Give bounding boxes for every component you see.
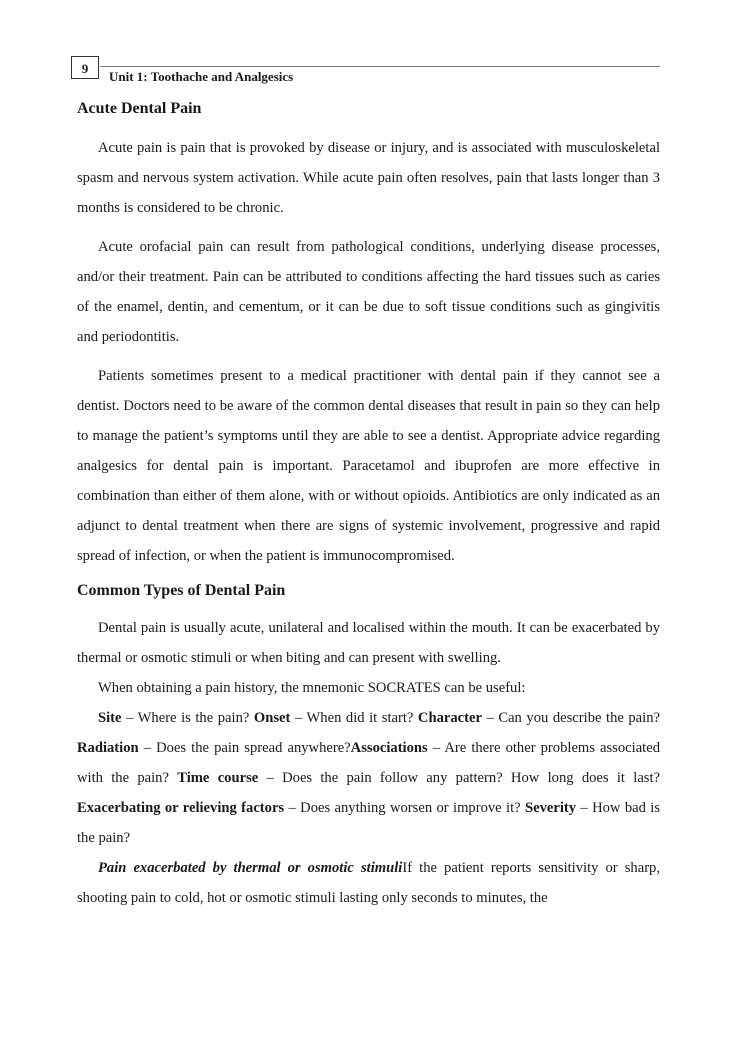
term-severity: Severity (524, 800, 577, 816)
header-rule (100, 66, 660, 67)
socrates-paragraph (77, 703, 660, 853)
term-associations: Associations (350, 740, 428, 756)
term-desc: – Does anything worsen or improve it? (284, 800, 525, 816)
running-title: Unit 1: Toothache and Analgesics (109, 69, 294, 84)
section-heading-common-types: Common Types of Dental Pain (77, 582, 286, 599)
paragraph: Dental pain is usually acute, unilateral and localised within the mouth. It can be exacerbated by thermal or osmotic stimuli or when biting and can present with swelling. (77, 620, 660, 666)
paragraph: Patients sometimes present to a medical practitioner with dental pain if they cannot see a dentist. Doctors need to be aware of the common dental diseases that result in pain so they can help to manage the patient’s symptoms until they are able to see a dentist. Appropriate advice regarding analgesics for dental pain is important. Paracetamol and ibuprofen are more effective in combination than either of them alone, with or without opioids. Antibiotics are only indicated as an adjunct to dental treatment when there are signs of systemic involvement, progressive and rapid spread of infection, or when the patient is immunocompromised. (77, 368, 660, 564)
page-body (77, 99, 660, 913)
term-onset: Onset (253, 710, 291, 726)
paragraph: Acute pain is pain that is provoked by disease or injury, and is associated with musculoskeletal spasm and nervous system activation. While acute pain often resolves, pain that lasts longer than 3 months is considered to be chronic. (77, 140, 660, 216)
section-heading-acute-dental-pain: Acute Dental Pain (77, 100, 202, 117)
term-site: Site (98, 710, 122, 726)
term-character: Character (417, 710, 482, 726)
paragraph-text: If the patient reports sensitivity or sharp, shooting pain to cold, hot or osmotic stimuli lasting only seconds to minutes, the (77, 860, 661, 906)
run-in-heading: Pain exacerbated by thermal or osmotic stimuli (98, 860, 403, 876)
paragraph: When obtaining a pain history, the mnemonic SOCRATES can be useful: (98, 680, 526, 696)
term-desc: – When did it start? (290, 710, 418, 726)
page-header (71, 56, 660, 86)
paragraph (77, 853, 660, 913)
term-time-course: Time course (177, 770, 259, 786)
term-desc: – Can you describe the pain? (481, 710, 660, 726)
page-number: 9 (71, 56, 99, 79)
term-desc: – Where is the pain? (121, 710, 254, 726)
paragraph: Acute orofacial pain can result from pathological conditions, underlying disease processes, and/or their treatment. Pain can be attributed to conditions affecting the hard tissues such as caries of the enamel, dentin, and cementum, or it can be due to soft tissue conditions such as gingivitis and periodontitis. (77, 239, 660, 345)
term-desc: – Does the pain follow any pattern? How long does it last? (258, 770, 661, 786)
term-desc: – How bad is the pain? (77, 800, 661, 846)
term-radiation: Radiation (77, 740, 139, 756)
term-desc: – Does the pain spread anywhere? (138, 740, 351, 756)
term-exacerbating: Exacerbating or relieving factors (77, 800, 285, 816)
term-desc: – Are there other problems associated with the pain? (77, 740, 660, 786)
